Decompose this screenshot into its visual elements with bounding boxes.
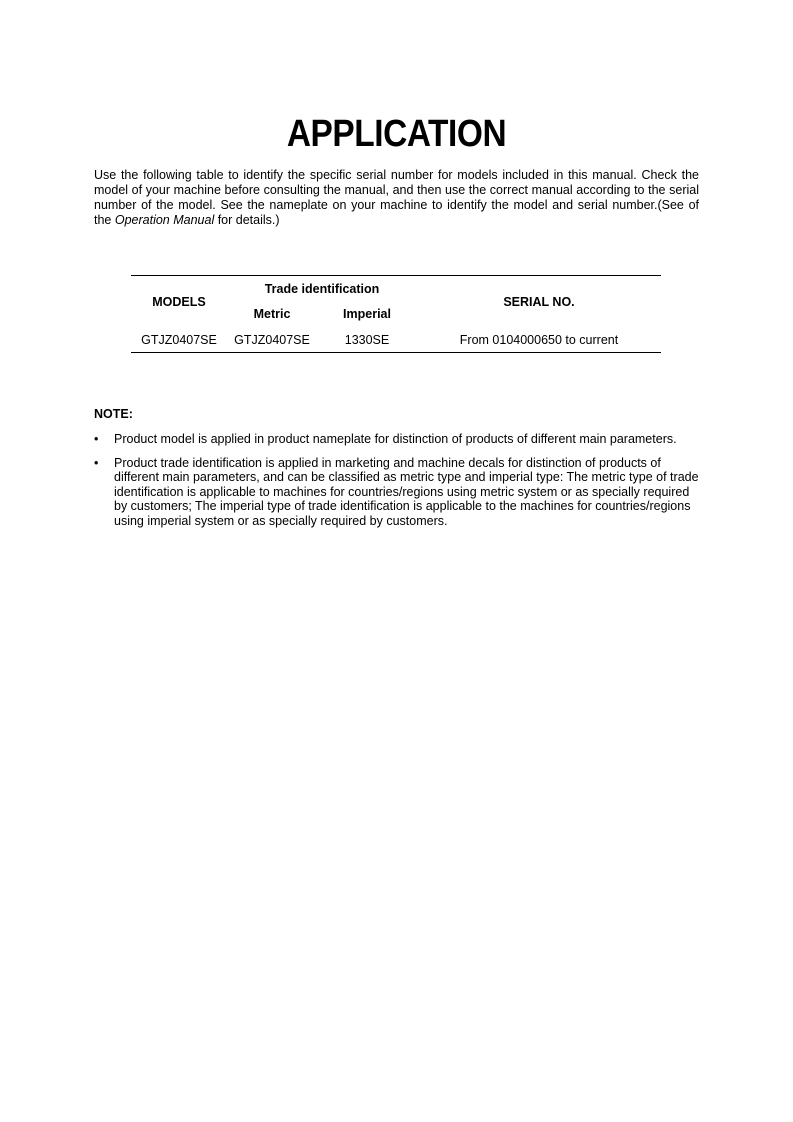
header-trade-identification: Trade identification (227, 276, 417, 302)
cell-imperial: 1330SE (317, 327, 417, 353)
header-serial-no: SERIAL NO. (417, 276, 661, 328)
cell-metric: GTJZ0407SE (227, 327, 317, 353)
page-title: APPLICATION (286, 113, 507, 156)
cell-serial: From 0104000650 to current (417, 327, 661, 353)
table-row (131, 327, 661, 353)
header-imperial: Imperial (343, 307, 391, 321)
note-text: Product model is applied in product nameplate for distinction of products of different main parameters. (114, 432, 677, 446)
note-list (94, 432, 699, 538)
intro-text-before: Use the following table to identify the specific serial number for models included in this manual. Check the model of your machine before consulting the manual, and then use the correct manual according to the serial number of the model. See the nameplate on your machine to identify the model and serial number.(See of the (94, 168, 699, 227)
note-heading: NOTE: (94, 407, 133, 421)
list-item (94, 432, 699, 447)
manual-name: Operation Manual (114, 213, 215, 227)
bullet-icon: • (94, 432, 99, 446)
intro-paragraph (94, 168, 699, 228)
header-models: MODELS (131, 276, 227, 328)
intro-text-after: for details.) (214, 213, 280, 227)
bullet-icon: • (94, 455, 99, 470)
cell-model: GTJZ0407SE (131, 327, 227, 353)
list-item (94, 456, 699, 529)
note-text: Product trade identification is applied in marketing and machine decals for distinction of products of different main parameters, and can be classified as metric type and imperial type: The metric type of trade identification is applicable to machines for countries/regions using metric system or as specially required by customers; The imperial type of trade identification is applicable to the machines for countries/regions using imperial system or as specially required by customers. (114, 455, 699, 528)
serial-number-table (131, 275, 661, 353)
header-metric: Metric (253, 307, 291, 321)
